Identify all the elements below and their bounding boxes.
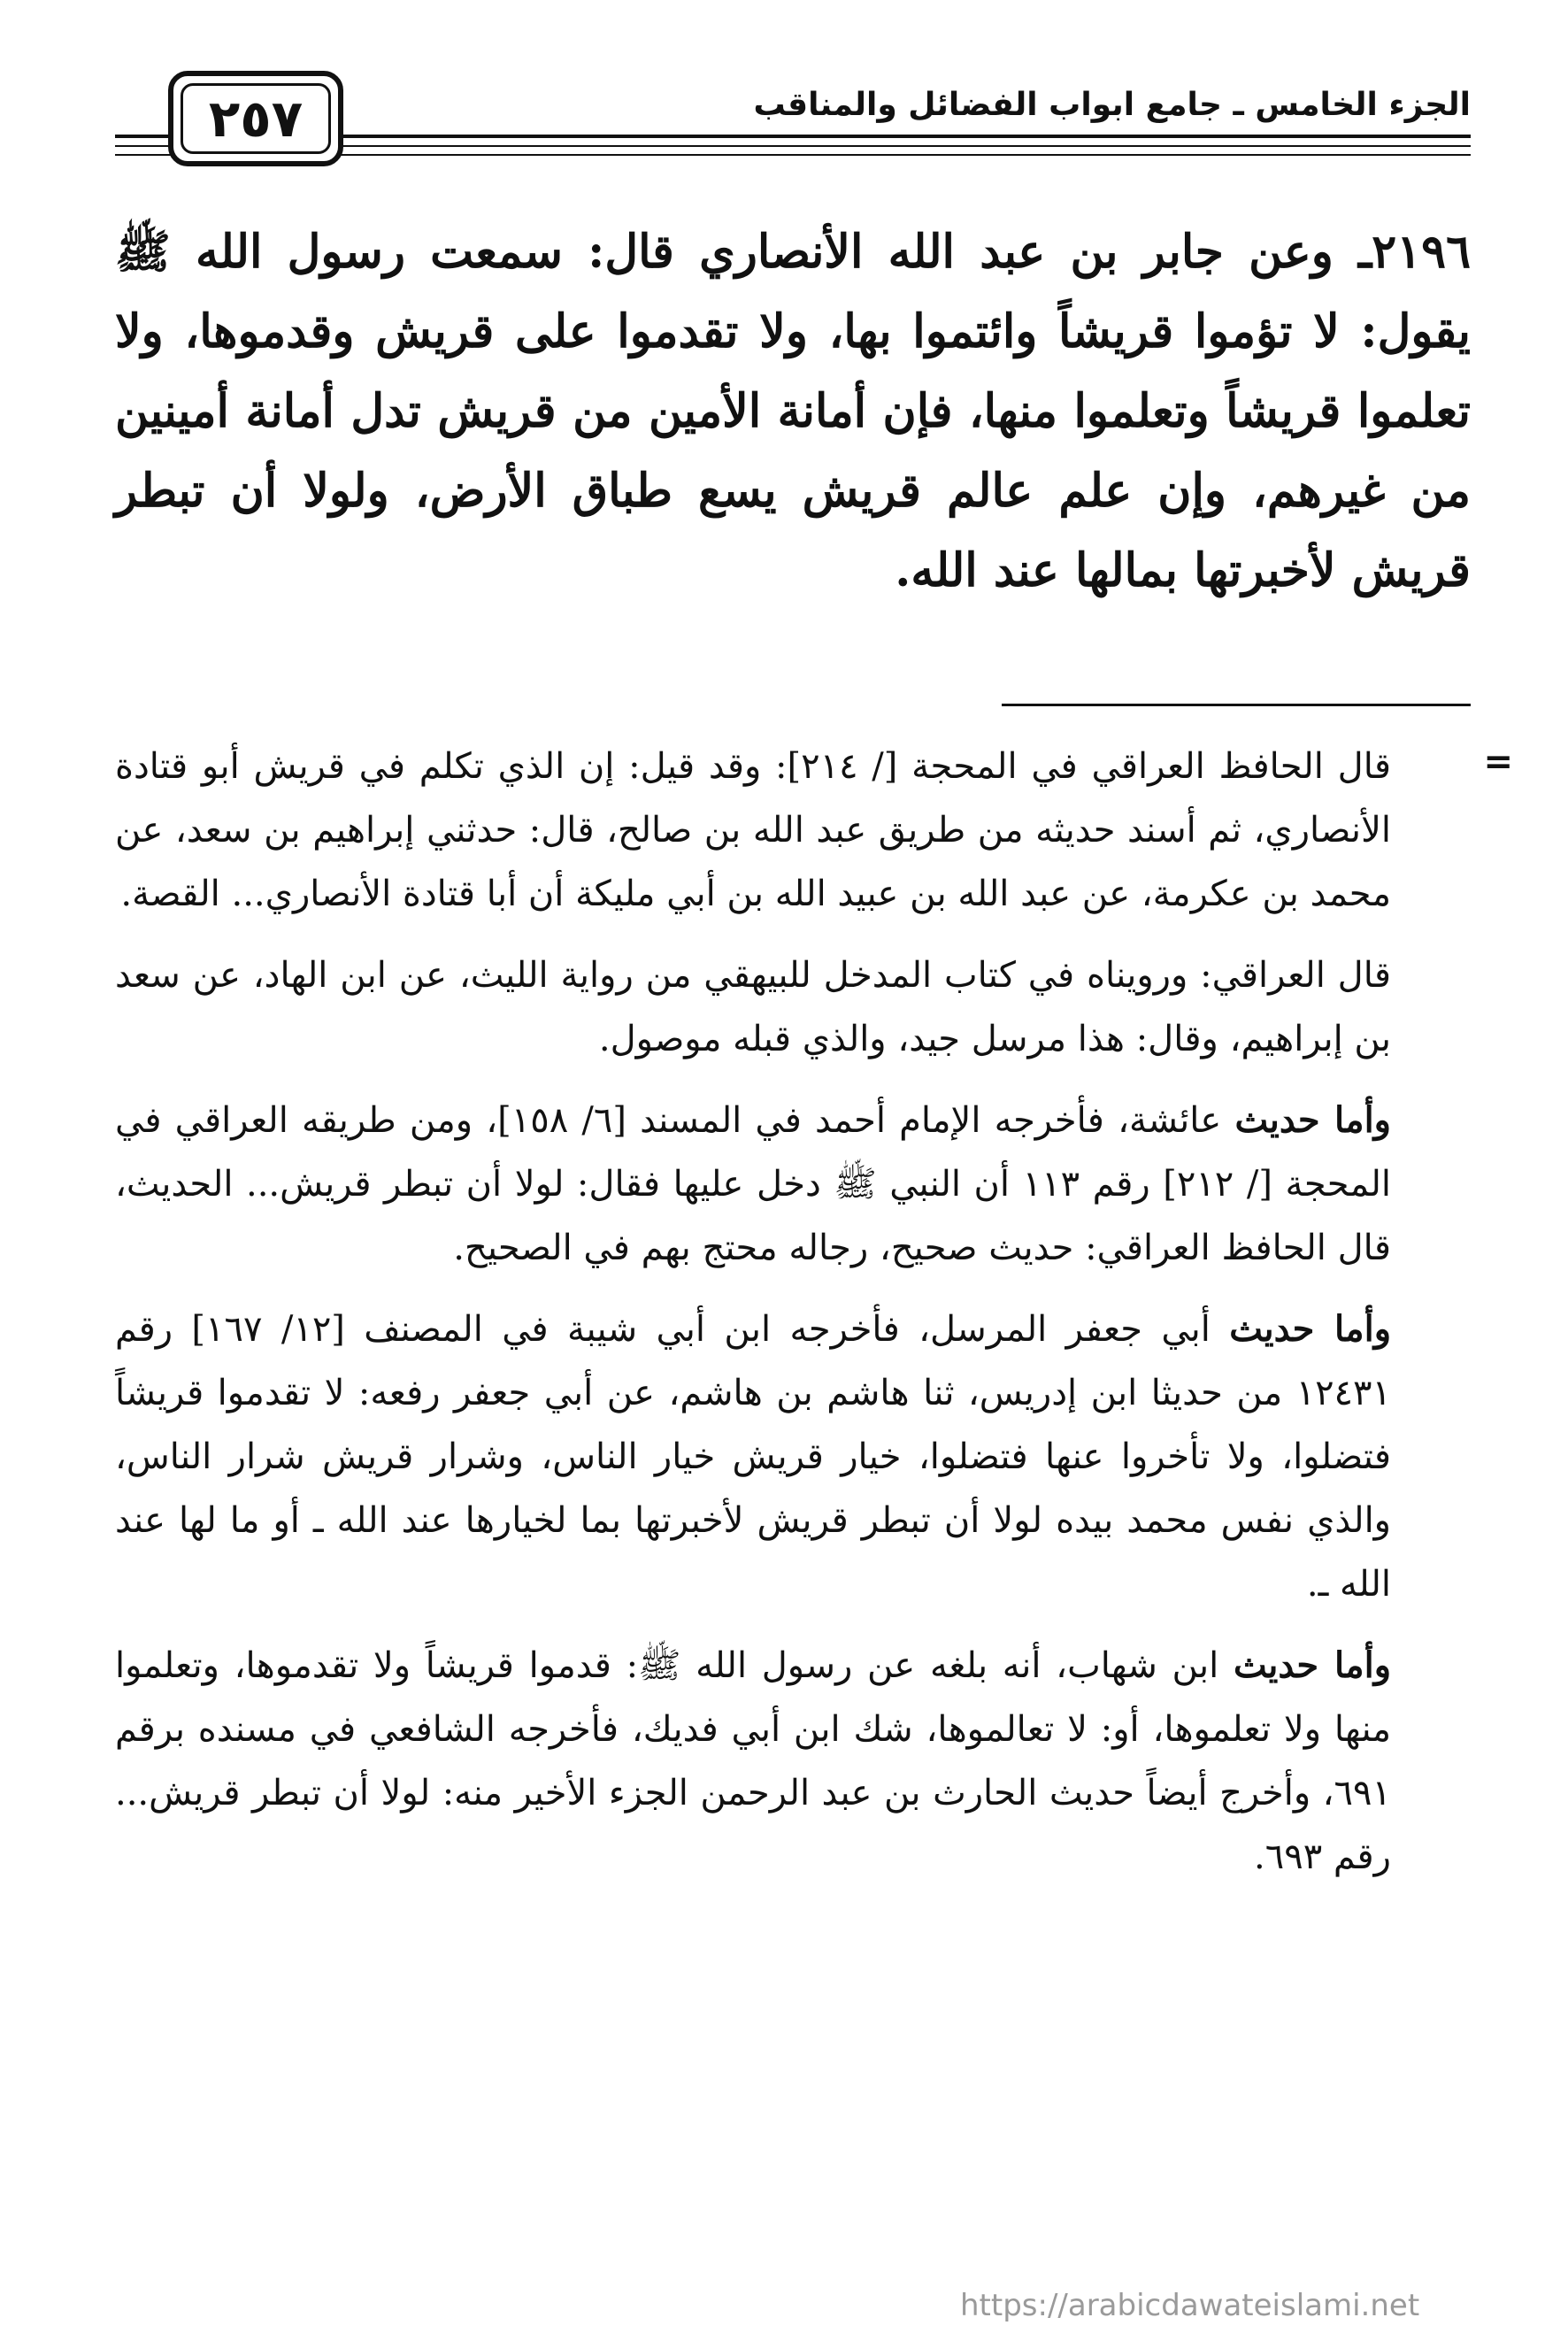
footnote-text: ابن شهاب، أنه بلغه عن رسول الله ﷺ: قدموا قريشاً ولا تقدموها، وتعلموا منها ولا تعلموها، أو: لا تعالموها، شك ابن أبي فديك، فأخرجه الشافعي في مسنده برقم ٦٩١، وأخرج أيضاً حديث الحارث بن عبد الرحمن الجزء الأخير منه: لولا أن تبطر قريش... رقم ٦٩٣.: [115, 1645, 1391, 1877]
footnote-lead: وأما حديث: [1233, 1644, 1392, 1686]
footnote-lead: وأما حديث: [1234, 1099, 1391, 1141]
hadith-number: ٢١٩٦: [1372, 225, 1471, 279]
watermark-url: https://arabicdawateislami.net: [960, 2288, 1420, 2323]
page-header: [115, 71, 1471, 177]
running-title: الجزء الخامس ـ جامع ابواب الفضائل والمناقب: [753, 87, 1471, 123]
footnote-paragraph: [115, 735, 1391, 926]
continuation-mark: =: [1483, 742, 1513, 782]
footnote-text: أبي جعفر المرسل، فأخرجه ابن أبي شيبة في المصنف [١٢/ ١٦٧] رقم ١٢٤٣١ من حديثا ابن إدريس، ثنا هاشم بن هاشم، عن أبي جعفر رفعه: لا تقدموا قريشاً فتضلوا، ولا تأخروا عنها فتضلوا، خيار قريش خيار الناس، وشرار قريش شرار الناس، والذي نفس محمد بيده لولا أن تبطر قريش لأخبرتها بما لخيارها عند الله ـ أو ما لها عند الله ـ.: [115, 1309, 1391, 1605]
footnote-separator: [1002, 704, 1471, 706]
footnote-text: عائشة، فأخرجه الإمام أحمد في المسند [٦/ ١٥٨]، ومن طريقه العراقي في المحجة [/ ٢١٢] رقم ١١٣ أن النبي ﷺ دخل عليها فقال: لولا أن تبطر قريش... الحديث، قال الحافظ العراقي: حديث صحيح، رجاله محتج بهم في الصحيح.: [115, 1100, 1391, 1268]
page-number-frame: [168, 71, 343, 166]
footnote-text: قال الحافظ العراقي في المحجة [/ ٢١٤]: وقد قيل: إن الذي تكلم في قريش أبو قتادة الأنصاري، ثم أسند حديثه من طريق عبد الله بن صالح، قال: حدثني إبراهيم بن سعد، عن محمد بن عكرمة، عن عبد الله بن عبيد الله بن أبي مليكة أن أبا قتادة الأنصاري... القصة.: [115, 746, 1392, 914]
footnote-paragraph: [115, 943, 1391, 1071]
page-number: ٢٥٧: [208, 89, 304, 149]
hadith-body: ـ وعن جابر بن عبد الله الأنصاري قال: سمعت رسول الله ﷺ يقول: لا تؤموا قريشاً وائتموا بها، ولا تقدموا على قريش وقدموها، ولا تعلموا قريشاً وتعلموا منها، فإن أمانة الأمين من قريش تدل أمانة أمينين من غيرهم، وإن علم عالم قريش يسع طباق الأرض، ولولا أن تبطر قريش لأخبرتها بمالها عند الله.: [115, 225, 1471, 597]
footnotes: [115, 735, 1391, 1906]
footnote-lead: وأما حديث: [1229, 1308, 1392, 1350]
hadith-text: [115, 212, 1471, 611]
footnote-paragraph: [115, 1634, 1391, 1889]
footnote-paragraph: [115, 1297, 1391, 1616]
footnote-text: قال العراقي: ورويناه في كتاب المدخل للبيهقي من رواية الليث، عن ابن الهاد، عن سعد بن إبراهيم، وقال: هذا مرسل جيد، والذي قبله موصول.: [115, 955, 1391, 1059]
footnote-paragraph: [115, 1089, 1391, 1280]
